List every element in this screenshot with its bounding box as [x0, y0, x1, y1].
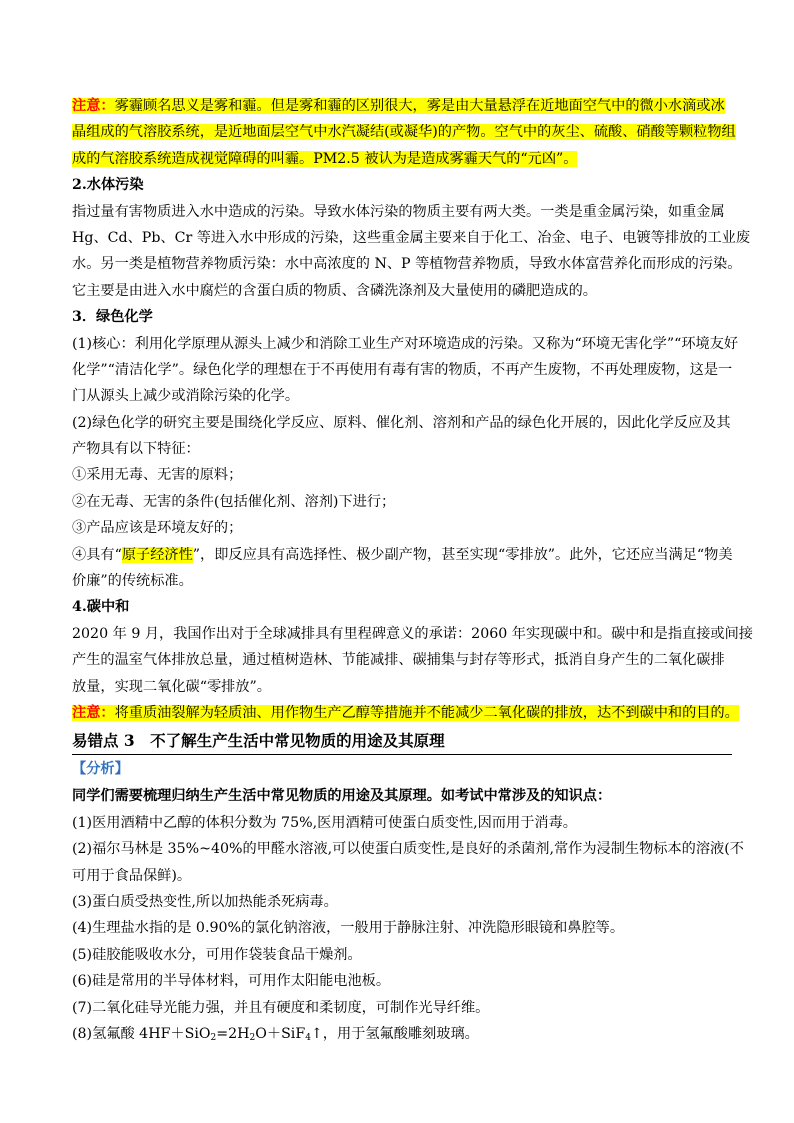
body-line: (1)核心：利用化学原理从源头上减少和消除工业生产对环境造成的污染。又称为“环境无害化学”“环境友好 — [72, 335, 739, 352]
body-line: 水。另一类是植物营养物质污染：水中高浓度的 N、P 等植物营养物质，导致水体富营养化而形成的污染。 — [72, 256, 742, 273]
note-line — [72, 700, 739, 726]
list-item: ①采用无毒、无害的原料； — [72, 467, 243, 484]
section-heading: 3．绿色化学 — [72, 309, 153, 326]
list-item: (2)福尔马林是 35%~40%的甲醛水溶液,可以使蛋白质变性,是良好的杀菌剂,常作为浸制生物标本的溶液(不 — [72, 841, 744, 858]
list-item: (4)生理盐水指的是 0.90%的氯化钠溶液，一般用于静脉注射、冲洗隐形眼镜和鼻腔等。 — [72, 920, 625, 937]
body-line: 产物具有以下特征： — [72, 441, 200, 458]
body-line: 化学”“清洁化学”。绿色化学的理想在于不再使用有毒有害的物质，不再产生废物，不再处理废物，这是一 — [72, 361, 733, 378]
section-heading: 2.水体污染 — [72, 177, 144, 194]
body-line: 它主要是由进入水中腐烂的含蛋白质的物质、含磷洗涤剂及大量使用的磷肥造成的。 — [72, 282, 597, 299]
error-point-heading: 易错点 3 不了解生产生活中常见物质的用途及其原理 — [72, 728, 732, 755]
note-line — [72, 119, 736, 145]
body-line: 产生的温室气体排放总量，通过植树造林、节能减排、碳捕集与封存等形式，抵消自身产生的二氧化碳排 — [72, 652, 725, 669]
document-page — [72, 93, 753, 1047]
highlight-term: 原子经济性 — [121, 546, 193, 563]
section-heading: 4.碳中和 — [72, 599, 130, 616]
body-line: Hg、Cd、Pb、Cr 等进入水中形成的污染，这些重金属主要来自于化工、冶金、电子、电镀等排放的工业废 — [72, 229, 751, 246]
body-line: 价廉”的传统标准。 — [72, 573, 193, 590]
list-item: (1)医用酒精中乙醇的体积分数为 75%,医用酒精可使蛋白质变性,因而用于消毒。 — [72, 814, 577, 831]
note-label: 注意： — [72, 704, 115, 721]
list-item: ③产品应该是环境友好的； — [72, 520, 243, 537]
note-text: 成的气溶胶系统造成视觉障碍的叫霾。PM2.5 被认为是造成雾霾天气的“元凶”。 — [72, 150, 578, 167]
body-line: (2)绿色化学的研究主要是围绕化学反应、原料、催化剂、溶剂和产品的绿色化开展的，因此化学反应及其 — [72, 414, 731, 431]
list-item: (5)硅胶能吸收水分，可用作袋装食品干燥剂。 — [72, 946, 362, 963]
list-item: ②在无毒、无害的条件(包括催化剂、溶剂)下进行； — [72, 493, 396, 510]
body-line: 2020 年 9 月，我国作出对于全球减排具有里程碑意义的承诺：2060 年实现碳中和。碳中和是指直接或间接 — [72, 625, 753, 642]
note-text: 将重质油裂解为轻质油、用作物生产乙醇等措施并不能减少二氧化碳的排放，达不到碳中和的目的。 — [114, 704, 739, 721]
list-item: ④具有“原子经济性”，即反应具有高选择性、极少副产物，甚至实现“零排放”。此外，它还应当满足“物美 — [72, 546, 733, 563]
note-line — [72, 146, 732, 172]
body-line: 门从源头上减少或消除污染的化学。 — [72, 388, 300, 405]
body-line: 指过量有害物质进入水中造成的污染。导致水体污染的物质主要有两大类。一类是重金属污染，如重金属 — [72, 203, 725, 220]
note-text: 雾霾顾名思义是雾和霾。但是雾和霾的区别很大，雾是由大量悬浮在近地面空气中的微小水滴或冰 — [114, 98, 725, 114]
list-item: (6)硅是常用的半导体材料，可用作太阳能电池板。 — [72, 973, 391, 990]
list-item: 可用于食品保鲜)。 — [72, 867, 192, 884]
note-text: 晶组成的气溶胶系统，是近地面层空气中水汽凝结(或凝华)的产物。空气中的灰尘、硫酸、硝酸等颗粒物组 — [72, 124, 736, 141]
intro-line: 同学们需要梳理归纳生产生活中常见物质的用途及其原理。如考试中常涉及的知识点： — [72, 788, 612, 805]
list-item-formula: (8)氢氟酸 $4HF+SiO_2=2H_2O+SiF_4↑$，用于氢氟酸雕刻玻璃。 — [72, 1025, 479, 1043]
list-item: (3)蛋白质受热变性,所以加热能杀死病毒。 — [72, 893, 338, 910]
list-item: (7)二氧化硅导光能力强，并且有硬度和柔韧度，可制作光导纤维。 — [72, 999, 490, 1016]
analysis-label: 【分析】 — [72, 761, 129, 778]
note-line — [72, 93, 732, 119]
body-line: 放量，实现二氧化碳“零排放”。 — [72, 678, 271, 695]
note-label: 注意： — [72, 98, 115, 114]
